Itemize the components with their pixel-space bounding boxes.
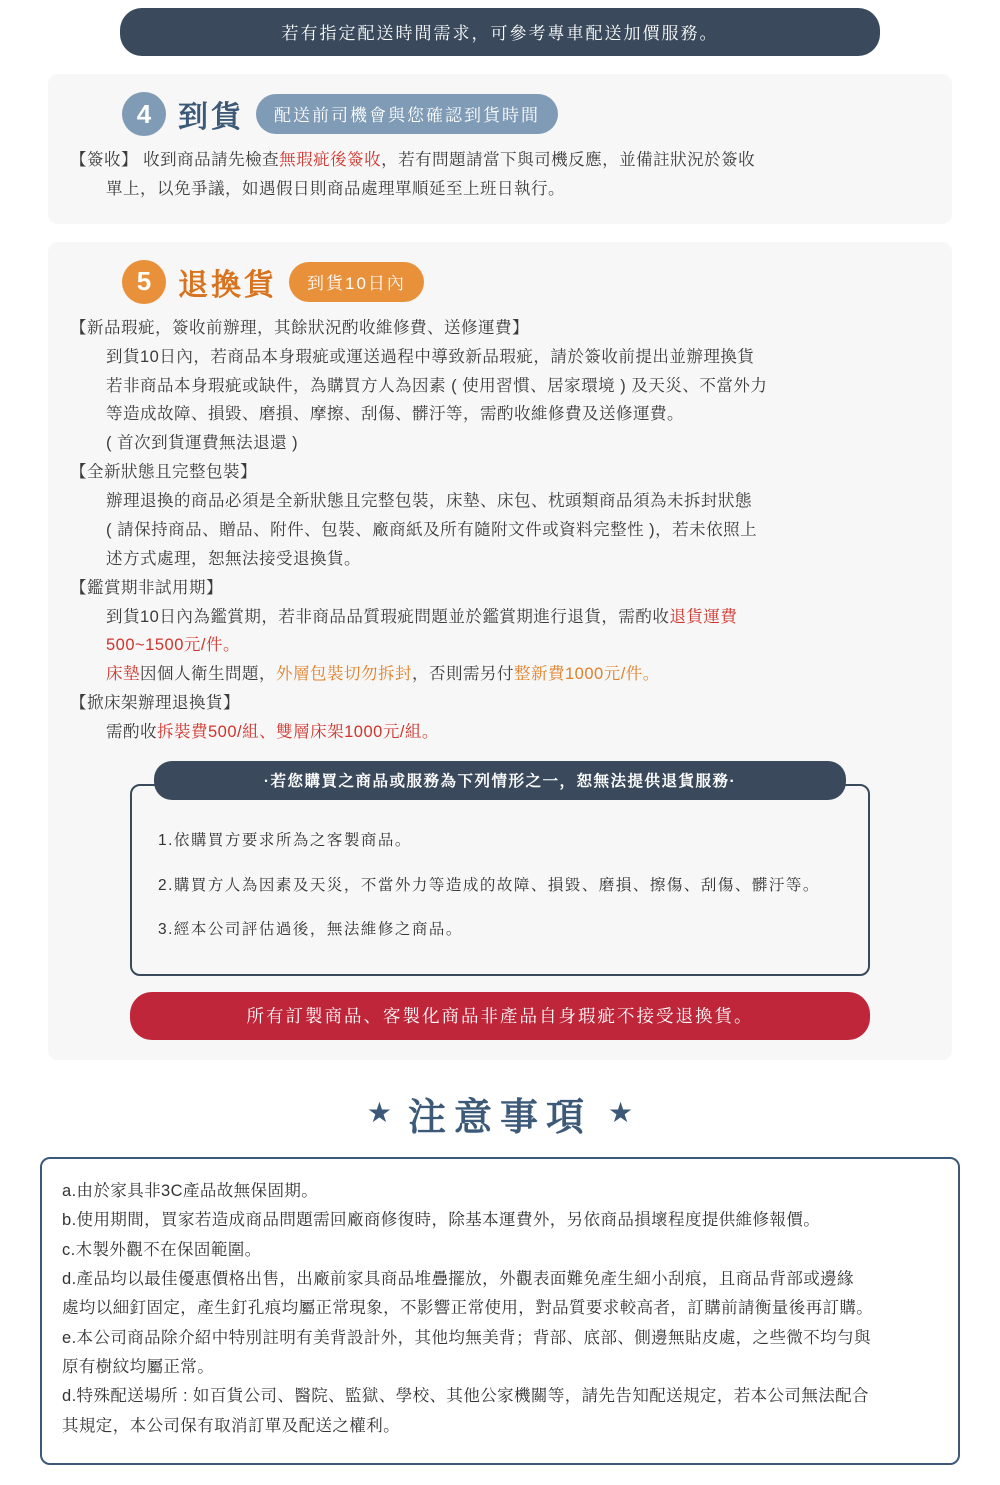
return-group-1-line-4: ( 首次到貨運費無法退還 ) bbox=[106, 434, 299, 453]
return-group-1-line-1: 到貨10日內，若商品本身瑕疵或運送過程中導致新品瑕疵，請於簽收前提出並辦理換貨 bbox=[106, 347, 755, 366]
section-return-body bbox=[70, 314, 930, 747]
notice-item-a: a.由於家具非3C產品故無保固期。 bbox=[62, 1181, 319, 1200]
packaging-highlight: 外層包裝切勿拆封 bbox=[276, 665, 412, 684]
delivery-time-banner: 若有指定配送時間需求，可參考專車配送加價服務。 bbox=[120, 8, 880, 56]
return-group-3-line-3 bbox=[70, 660, 930, 689]
notice-item-d2-line2: 其規定，本公司保有取消訂單及配送之權利。 bbox=[62, 1416, 400, 1435]
section-return-pill: 到貨10日內 bbox=[289, 262, 424, 302]
plain-2: ，否則需另付 bbox=[412, 665, 514, 684]
exclusion-item-1: 1.依購買方要求所為之客製商品。 bbox=[158, 832, 412, 850]
return-group-3-line-1: 到貨10日內為鑑賞期，若非商品品質瑕疵問題並於鑑賞期進行退貨，需酌收退貨運費 bbox=[106, 607, 738, 626]
section-delivery-header bbox=[122, 92, 930, 136]
star-icon-left: ★ bbox=[366, 1097, 392, 1129]
return-group-3-heading: 【鑑賞期非試用期】 bbox=[70, 578, 223, 597]
return-fee-highlight: 退貨運費 bbox=[669, 607, 738, 626]
section-delivery-title: 到貨 bbox=[178, 101, 244, 134]
return-group-1-line-2: 若非商品本身瑕疵或缺件，為購買方人為因素 ( 使用習慣、居家環境 ) 及天災、不當外力 bbox=[106, 376, 768, 395]
return-group-3-line-2: 500~1500元/件。 bbox=[106, 636, 240, 655]
section-delivery bbox=[48, 74, 952, 224]
exclusion-body bbox=[130, 784, 870, 976]
section-return-title: 退換貨 bbox=[178, 268, 277, 302]
section-delivery-body bbox=[70, 146, 930, 204]
exclusion-title: ·若您購買之商品或服務為下列情形之一，恕無法提供退貨服務· bbox=[154, 761, 846, 800]
delivery-line-2: 單上，以免爭議，如遇假日則商品處理單順延至上班日執行。 bbox=[106, 179, 565, 198]
return-group-4-line-1: 需酌收拆裝費500/組、雙層床架1000元/組。 bbox=[106, 723, 439, 741]
star-icon-right: ★ bbox=[608, 1097, 634, 1129]
notice-item-c: c.木製外觀不在保固範圍。 bbox=[62, 1240, 262, 1259]
custom-order-banner: 所有訂製商品、客製化商品非產品自身瑕疵不接受退換貨。 bbox=[130, 992, 870, 1040]
return-group-2-line-3: 述方式處理，恕無法接受退換貨。 bbox=[106, 549, 361, 568]
notice-item-d1-line1: d.產品均以最佳優惠價格出售，出廠前家具商品堆疊擺放，外觀表面難免產生細小刮痕，且商品背部或邊緣 bbox=[62, 1269, 854, 1288]
exclusion-item-2: 2.購買方人為因素及天災，不當外力等造成的故障、損毀、磨損、擦傷、刮傷、髒汙等。 bbox=[158, 876, 820, 894]
notice-box bbox=[40, 1157, 960, 1465]
return-group-2-line-2: ( 請保持商品、贈品、附件、包裝、廠商紙及所有隨附文件或資料完整性 )，若未依照上 bbox=[106, 520, 758, 539]
notice-item-d1-line2: 處均以細釘固定，產生釘孔痕均屬正常現象，不影響正常使用，對品質要求較高者，訂購前請衡量後再訂購。 bbox=[62, 1299, 874, 1318]
notice-header bbox=[0, 1086, 1000, 1141]
exclusion-item-3: 3.經本公司評估過後，無法維修之商品。 bbox=[158, 920, 463, 938]
return-group-1-line-3: 等造成故障、損毀、磨損、摩擦、刮傷、髒汙等，需酌收維修費及送修運費。 bbox=[106, 405, 684, 424]
return-group-2-line-1: 辦理退換的商品必須是全新狀態且完整包裝，床墊、床包、枕頭類商品須為未拆封狀態 bbox=[106, 492, 752, 510]
plain-1: 因個人衛生問題， bbox=[140, 665, 276, 684]
return-group-4-heading: 【掀床架辦理退換貨】 bbox=[70, 694, 240, 713]
section-return-header bbox=[122, 260, 930, 304]
notice-item-e-line2: 原有樹紋均屬正常。 bbox=[62, 1358, 215, 1377]
notice-item-d2-line1: d.特殊配送場所 : 如百貨公司、醫院、監獄、學校、其他公家機關等，請先告知配送規定，若本公司無法配合 bbox=[62, 1387, 869, 1406]
notice-item-e-line1: e.本公司商品除介紹中特別註明有美背設計外，其他均無美背；背部、底部、側邊無貼皮處，之些微不均勻與 bbox=[62, 1328, 871, 1347]
section-delivery-number: 4 bbox=[122, 92, 166, 136]
exclusion-box bbox=[130, 761, 870, 976]
delivery-highlight: 無瑕疵後簽收 bbox=[279, 151, 382, 169]
page-root bbox=[0, 8, 1000, 1465]
section-delivery-pill: 配送前司機會與您確認到貨時間 bbox=[256, 94, 558, 134]
refurbish-fee-highlight: 整新費1000元/件。 bbox=[514, 665, 660, 684]
section-return-number: 5 bbox=[122, 260, 166, 304]
return-group-1-heading: 【新品瑕疵，簽收前辦理，其餘狀況酌收維修費、送修運費】 bbox=[70, 318, 529, 337]
notice-item-b: b.使用期間，買家若造成商品問題需回廠商修復時，除基本運費外，另依商品損壞程度提供維修報價。 bbox=[62, 1211, 821, 1230]
delivery-line-1 bbox=[70, 146, 930, 175]
return-group-2-heading: 【全新狀態且完整包裝】 bbox=[70, 463, 257, 482]
notice-title: 注意事項 bbox=[407, 1096, 592, 1139]
disassembly-fee-highlight: 拆裝費500/組、雙層床架1000元/組。 bbox=[157, 723, 439, 741]
section-return bbox=[48, 242, 952, 1060]
mattress-highlight: 床墊 bbox=[106, 665, 140, 684]
delivery-line-1-text: 【簽收】 收到商品請先檢查無瑕疵後簽收，若有問題請當下與司機反應，並備註狀況於簽收 bbox=[70, 151, 756, 169]
